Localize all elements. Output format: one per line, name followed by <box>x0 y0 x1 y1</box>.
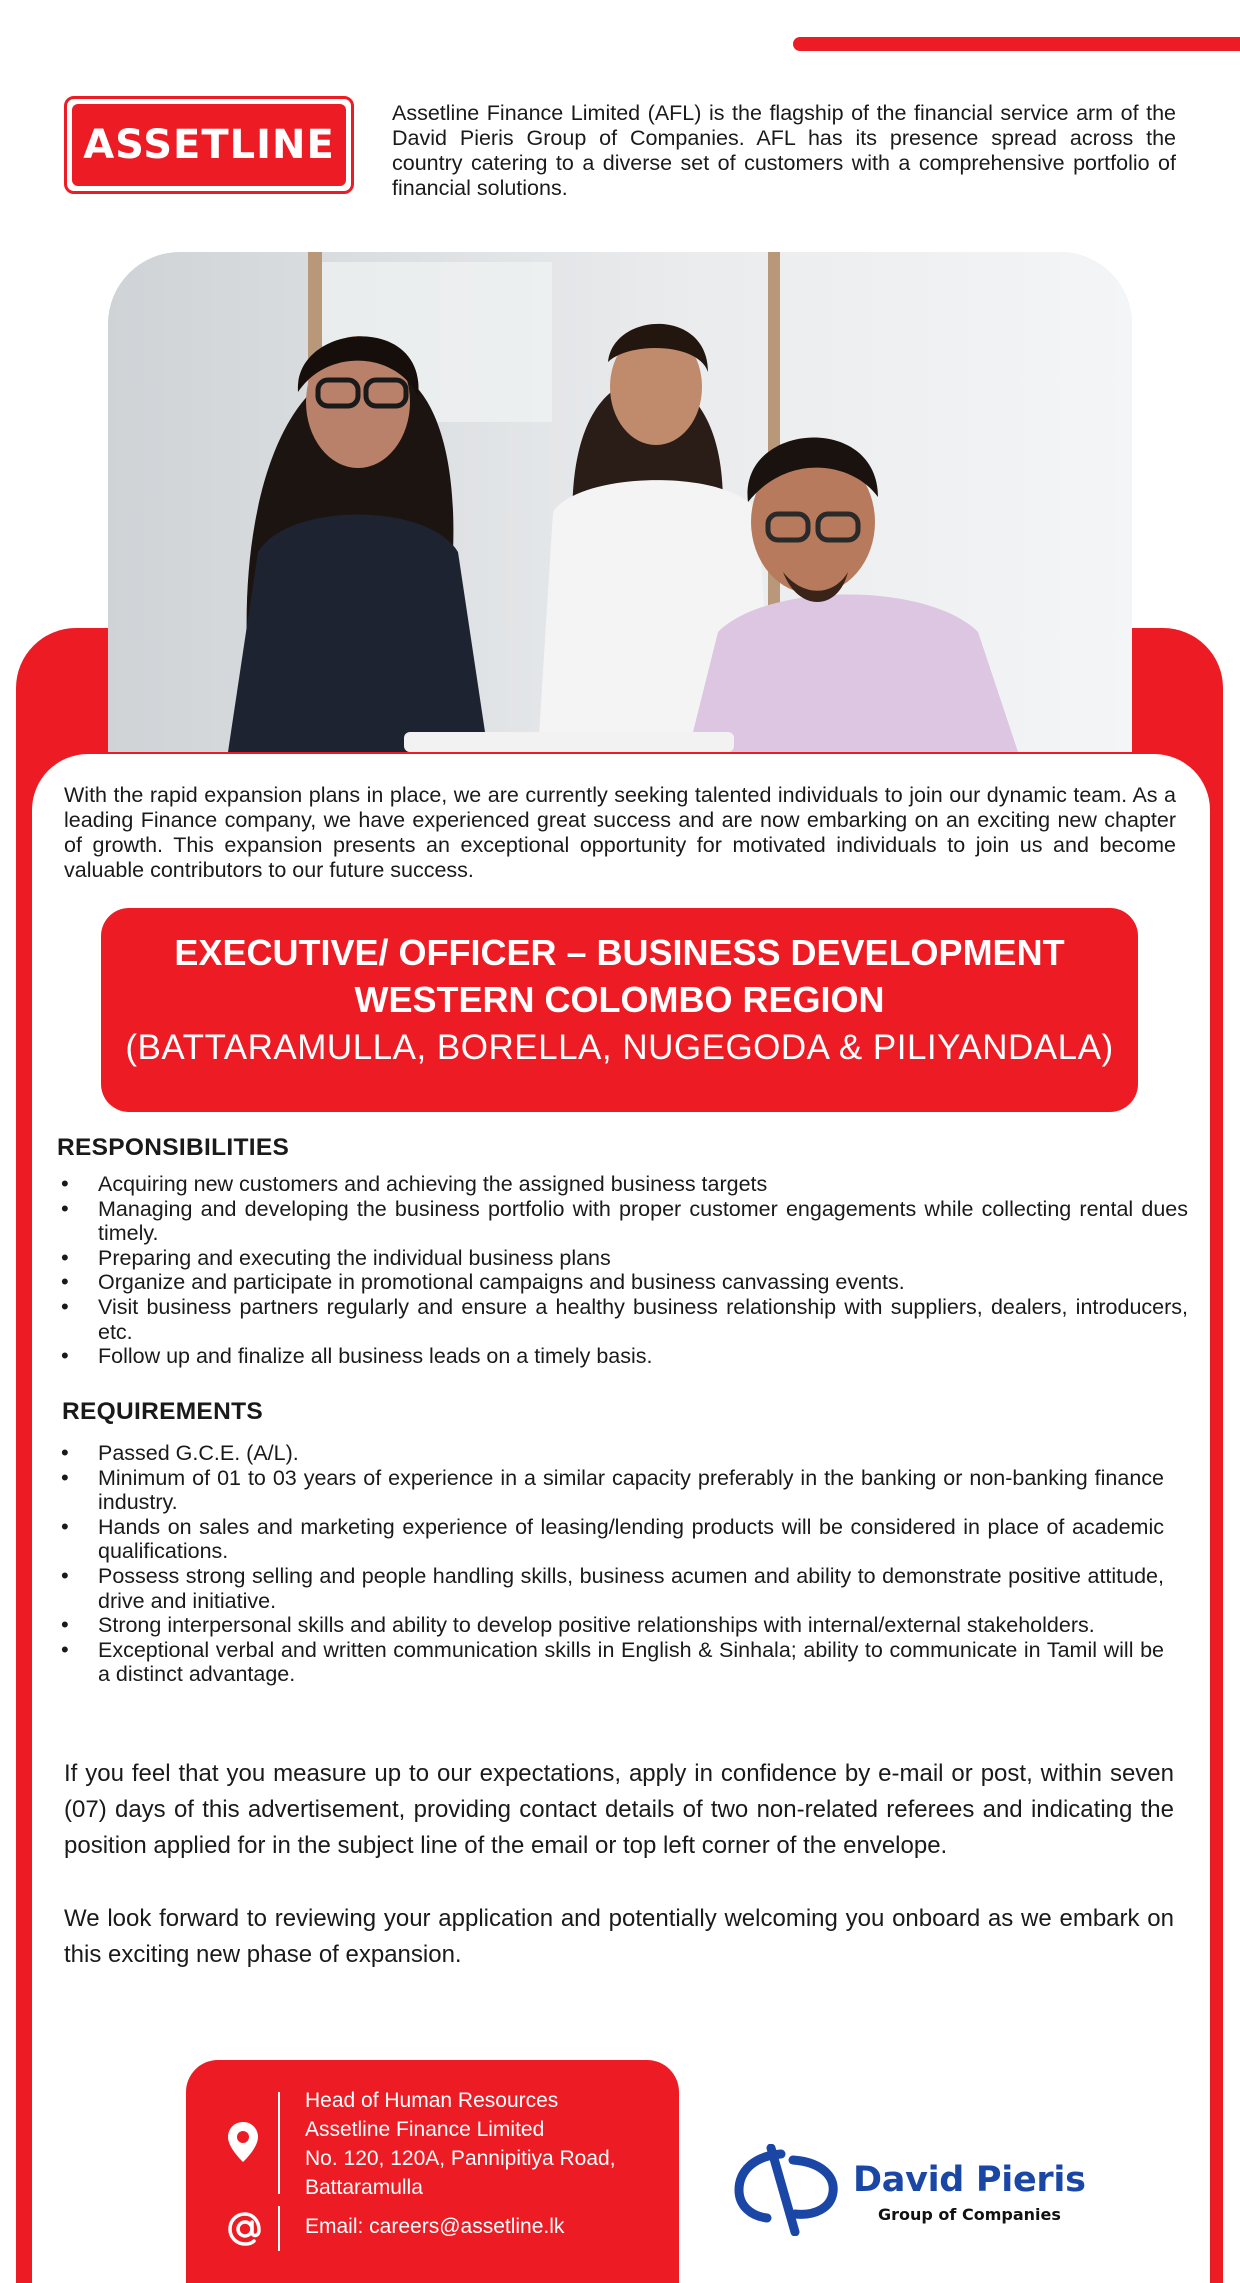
requirements-heading: REQUIREMENTS <box>62 1398 263 1425</box>
responsibilities-heading: RESPONSIBILITIES <box>57 1134 290 1161</box>
position-region: WESTERN COLOMBO REGION <box>354 979 885 1020</box>
requirements-list <box>58 1441 1164 1687</box>
email-divider <box>278 2206 280 2251</box>
address-line: Battaramulla <box>305 2176 423 2199</box>
group-subtitle: Group of Companies <box>878 2205 1061 2224</box>
list-item: • Follow up and finalize all business leads on a timely basis. <box>58 1344 1188 1369</box>
dp-monogram-icon <box>733 2144 843 2236</box>
address-divider <box>278 2092 280 2194</box>
address-line: Assetline Finance Limited <box>305 2118 545 2141</box>
list-item: • Minimum of 01 to 03 years of experience in a similar capacity preferably in the banking or non-banking finance industry. <box>58 1466 1164 1515</box>
position-locations: (BATTARAMULLA, BORELLA, NUGEGODA & PILIYANDALA) <box>125 1028 1114 1067</box>
contact-email[interactable]: Email: careers@assetline.lk <box>305 2215 565 2238</box>
contact-box <box>186 2060 679 2283</box>
logo-badge <box>72 104 346 186</box>
list-item: • Visit business partners regularly and ensure a healthy business relationship with suppliers, dealers, introducers, etc. <box>58 1295 1188 1344</box>
list-item: • Exceptional verbal and written communication skills in English & Sinhala; ability to communicate in Tamil will be a distinct advantage. <box>58 1638 1164 1687</box>
team-photo-illustration <box>108 252 1132 752</box>
position-title: EXECUTIVE/ OFFICER – BUSINESS DEVELOPMENT <box>174 932 1065 973</box>
position-title-box <box>101 908 1138 1112</box>
closing-paragraph: We look forward to reviewing your application and potentially welcoming you onboard as we embark on this exciting new phase of expansion. <box>64 1905 1174 1968</box>
address-line: No. 120, 120A, Pannipitiya Road, <box>305 2147 616 2170</box>
list-item: • Acquiring new customers and achieving the assigned business targets <box>58 1172 1188 1197</box>
responsibilities-list <box>58 1172 1188 1369</box>
list-item: • Passed G.C.E. (A/L). <box>58 1441 1164 1466</box>
team-photo <box>108 252 1132 752</box>
list-item: • Managing and developing the business portfolio with proper customer engagements while collecting rental dues timely. <box>58 1197 1188 1246</box>
address-line: Head of Human Resources <box>305 2089 559 2112</box>
list-item: • Preparing and executing the individual business plans <box>58 1246 1188 1271</box>
list-item: • Organize and participate in promotional campaigns and business canvassing events. <box>58 1270 1188 1295</box>
list-item: • Hands on sales and marketing experience of leasing/lending products will be considered in place of academic qualifications. <box>58 1515 1164 1564</box>
list-item: • Possess strong selling and people handling skills, business acumen and ability to demonstrate positive attitude, drive and initiative. <box>58 1564 1164 1613</box>
at-sign-icon <box>226 2210 264 2248</box>
location-pin-icon <box>226 2120 260 2164</box>
apply-instructions: If you feel that you measure up to our expectations, apply in confidence by e-mail or post, within seven (07) days of this advertisement, providing contact details of two non-related referees and indicating the position applied for in the subject line of the email or top left corner of the envelope. <box>64 1760 1174 1859</box>
list-item: • Strong interpersonal skills and ability to develop positive relationships with internal/external stakeholders. <box>58 1613 1164 1638</box>
company-intro: Assetline Finance Limited (AFL) is the flagship of the financial service arm of the David Pieris Group of Companies. AFL has its presence spread across the country catering to a diverse set of customers with a comprehensive portfolio of financial solutions. <box>392 101 1176 200</box>
group-name: David Pieris <box>853 2160 1086 2200</box>
logo-text: ASSETLINE <box>83 122 335 168</box>
assetline-logo <box>64 96 354 194</box>
top-accent-bar <box>793 37 1240 51</box>
hr-address <box>305 2086 616 2202</box>
expansion-paragraph: With the rapid expansion plans in place, we are currently seeking talented individuals to join our dynamic team. As a leading Finance company, we have experienced great success and are now embarking on an exciting new chapter of growth. This expansion presents an exceptional opportunity for motivated individuals to join us and become valuable contributors to our future success. <box>64 783 1176 882</box>
david-pieris-logo <box>733 2140 1093 2240</box>
